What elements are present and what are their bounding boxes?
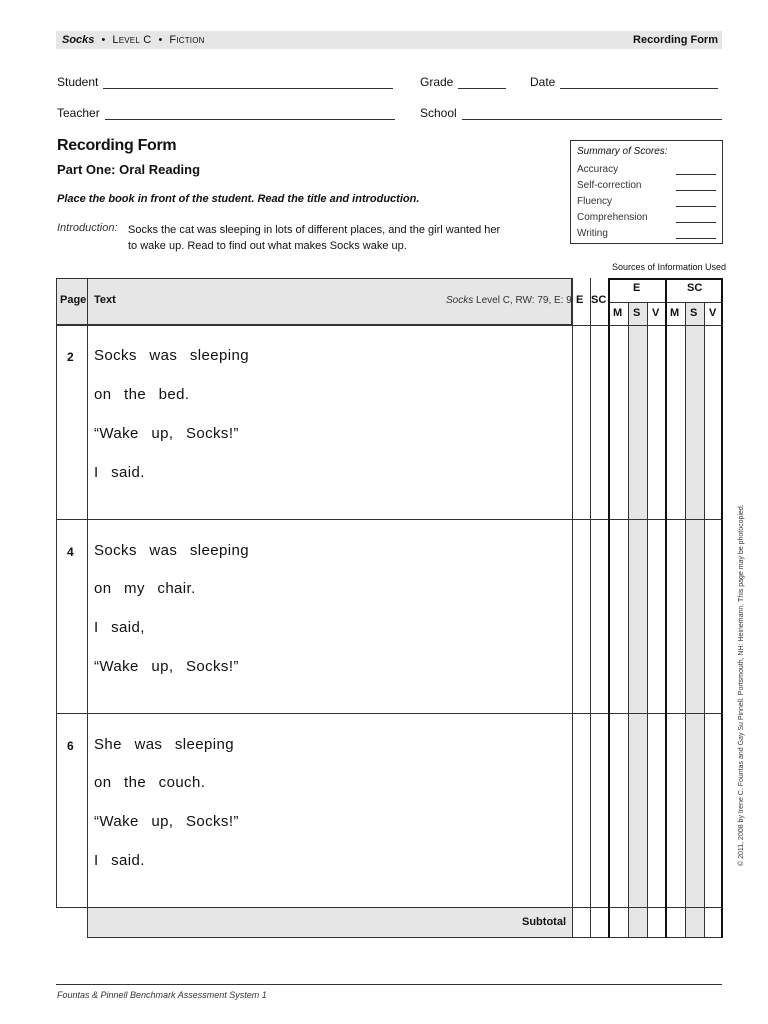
- text-line: She was sleeping: [94, 736, 234, 753]
- teacher-line[interactable]: [105, 109, 395, 120]
- col-sc-m: M: [670, 307, 680, 319]
- text-line: I said,: [94, 619, 145, 636]
- summary-row-self-correction[interactable]: Self-correction: [577, 175, 716, 191]
- page-number: 2: [67, 350, 74, 364]
- summary-heading: Summary of Scores:: [577, 146, 668, 157]
- copyright-notice: © 2011, 2008 by Irene C. Fountas and Gay Su Pinnell. Portsmouth, NH: Heinemann. This page may be photocopied.: [738, 504, 745, 866]
- col-sc: SC: [591, 294, 607, 306]
- genre-label: Fiction: [169, 34, 205, 46]
- group-e: E: [633, 282, 641, 294]
- group-sc: SC: [687, 282, 703, 294]
- summary-row-comprehension[interactable]: Comprehension: [577, 207, 716, 223]
- introduction-text: Socks the cat was sleeping in lots of different places, and the girl wanted her to wake up. Read to find out what makes Socks wake up.: [128, 224, 501, 252]
- text-line: on the bed.: [94, 386, 190, 403]
- summary-row-writing[interactable]: Writing: [577, 223, 716, 239]
- col-e-m: M: [613, 307, 623, 319]
- text-line: Socks was sleeping: [94, 347, 249, 364]
- oral-reading-table: [56, 278, 723, 938]
- text-line: on my chair.: [94, 580, 196, 597]
- running-words-info: Socks Level C, RW: 79, E: 9: [446, 295, 572, 306]
- summary-row-accuracy[interactable]: Accuracy: [577, 159, 716, 175]
- school-field[interactable]: School: [420, 106, 722, 120]
- introduction-label: Introduction:: [57, 222, 118, 234]
- teacher-field[interactable]: Teacher: [57, 106, 395, 120]
- text-line: “Wake up, Socks!”: [94, 658, 239, 675]
- book-title: Socks: [62, 34, 95, 46]
- text-line: Socks was sleeping: [94, 542, 249, 559]
- col-e-s: S: [633, 307, 641, 319]
- page-title: Recording Form: [57, 137, 177, 154]
- text-line: “Wake up, Socks!”: [94, 813, 239, 830]
- grade-line[interactable]: [458, 78, 506, 89]
- form-name: Recording Form: [633, 34, 718, 46]
- col-text: Text: [94, 294, 116, 306]
- school-line[interactable]: [462, 109, 722, 120]
- text-line: “Wake up, Socks!”: [94, 425, 239, 442]
- date-field[interactable]: Date: [530, 75, 718, 89]
- summary-row-fluency[interactable]: Fluency: [577, 191, 716, 207]
- instruction-text: Place the book in front of the student. Read the title and introduction.: [57, 193, 420, 205]
- col-page: Page: [60, 294, 87, 306]
- level-label: Level C: [112, 34, 152, 46]
- subtotal-label: Subtotal: [522, 916, 566, 928]
- text-line: I said.: [94, 852, 145, 869]
- summary-of-scores: [570, 140, 723, 244]
- col-e: E: [576, 294, 584, 306]
- grade-field[interactable]: Grade: [420, 75, 506, 89]
- col-sc-s: S: [690, 307, 698, 319]
- col-sc-v: V: [709, 307, 717, 319]
- student-field[interactable]: Student: [57, 75, 393, 89]
- student-line[interactable]: [103, 78, 393, 89]
- subtotal-bg: [87, 907, 572, 938]
- header-book-info: Socks • Level C • Fiction: [62, 34, 205, 46]
- col-e-v: V: [652, 307, 660, 319]
- text-line: I said.: [94, 464, 145, 481]
- page-subtitle: Part One: Oral Reading: [57, 162, 201, 177]
- sources-label: Sources of Information Used: [612, 262, 727, 272]
- footer-text: Fountas & Pinnell Benchmark Assessment System 1: [57, 990, 267, 1000]
- page-number: 6: [67, 739, 74, 753]
- date-line[interactable]: [560, 78, 718, 89]
- header-band: [56, 31, 722, 49]
- footer-rule: [56, 984, 722, 985]
- text-line: on the couch.: [94, 774, 206, 791]
- page-number: 4: [67, 545, 74, 559]
